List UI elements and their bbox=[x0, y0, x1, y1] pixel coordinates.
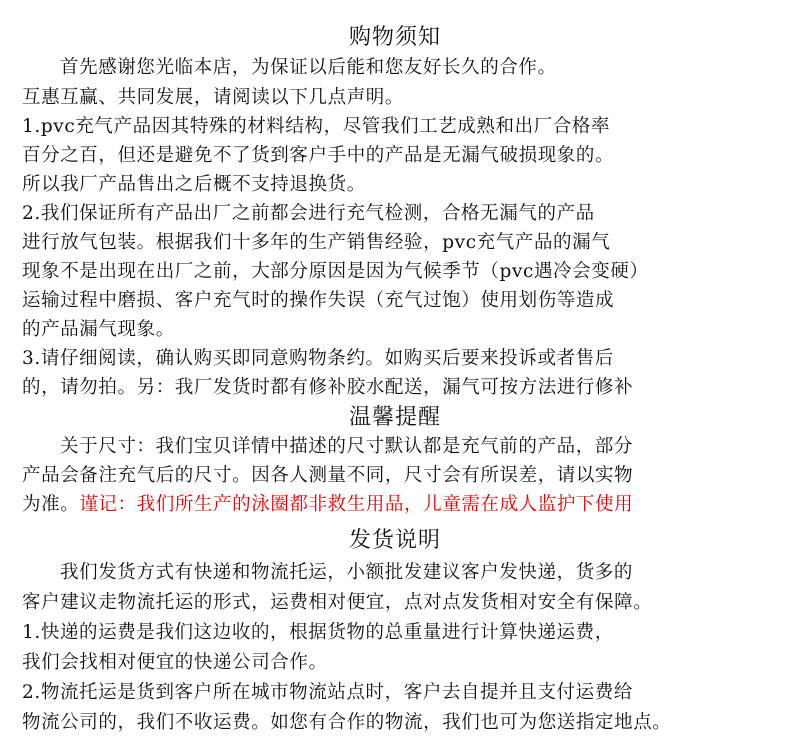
shopping-notice-line: 互惠互赢、共同发展，请阅读以下几点声明。 bbox=[22, 87, 405, 108]
warm-tips-line-black: 为准。 bbox=[22, 494, 80, 515]
shipping-line: 1.快递的运费是我们这边收的，根据货物的总重量进行计算快递运费， bbox=[22, 622, 614, 643]
shipping-line: 2.物流托运是货到客户所在城市物流站点时，客户去自提并且支付运费给 bbox=[22, 682, 633, 703]
shipping-line: 物流公司的，我们不收运费。如您有合作的物流，我们也可为您送指定地点。 bbox=[22, 712, 672, 733]
warm-tips-line bbox=[22, 492, 633, 518]
shipping-line: 我们会找相对便宜的快递公司合作。 bbox=[22, 652, 328, 673]
shopping-notice-line: 现象不是出现在出厂之前，大部分原因是因为气候季节（pvc遇冷会变硬） bbox=[22, 261, 649, 282]
shopping-notice-line: 2.我们保证所有产品出厂之前都会进行充气检测，合格无漏气的产品 bbox=[22, 203, 595, 224]
shopping-notice-line: 1.pvc充气产品因其特殊的材料结构，尽管我们工艺成熟和出厂合格率 bbox=[22, 116, 611, 137]
warm-tips-line: 产品会备注充气后的尺寸。因各人测量不同，尺寸会有所误差，请以实物 bbox=[22, 465, 634, 486]
warm-tips-line: 关于尺寸：我们宝贝详情中描述的尺寸默认都是充气前的产品，部分 bbox=[60, 436, 634, 457]
shopping-notice-line: 首先感谢您光临本店，为保证以后能和您友好长久的合作。 bbox=[60, 57, 557, 78]
shipping-title: 发货说明 bbox=[348, 528, 441, 553]
shopping-notice-line: 的，请勿拍。另：我厂发货时都有修补胶水配送，漏气可按方法进行修补 bbox=[22, 377, 634, 398]
safety-warning-text: 谨记：我们所生产的泳圈都非救生用品，儿童需在成人监护下使用 bbox=[79, 494, 634, 515]
shopping-notice-line: 所以我厂产品售出之后概不支持退换货。 bbox=[22, 174, 366, 195]
shopping-notice-title: 购物须知 bbox=[348, 25, 441, 50]
shopping-notice-line: 百分之百，但还是避免不了货到客户手中的产品是无漏气破损现象的。 bbox=[22, 145, 615, 166]
shopping-notice-line: 运输过程中磨损、客户充气时的操作失误（充气过饱）使用划伤等造成 bbox=[22, 290, 615, 311]
shopping-notice-line: 3.请仔细阅读，确认购买即同意购物条约。如购买后要来投诉或者售后 bbox=[22, 348, 614, 369]
shipping-line: 我们发货方式有快递和物流托运，小额批发建议客户发快递，货多的 bbox=[60, 562, 634, 583]
warm-tips-title: 温馨提醒 bbox=[348, 405, 441, 430]
shopping-notice-line: 的产品漏气现象。 bbox=[22, 319, 175, 340]
shipping-line: 客户建议走物流托运的形式，运费相对便宜，点对点发货相对安全有保障。 bbox=[22, 592, 653, 613]
shopping-notice-line: 进行放气包装。根据我们十多年的生产销售经验，pvc充气产品的漏气 bbox=[22, 232, 611, 253]
